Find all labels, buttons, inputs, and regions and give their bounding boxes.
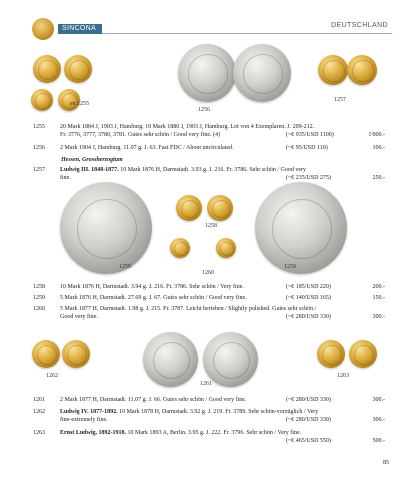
lot-entry: [33, 396, 385, 404]
brand-name: SINCONA: [62, 25, 96, 32]
lot-line: 10 Mark 1878 H, Darmstadt. 3.92 g. J. 219. Fr. 3789. Sehr schön-vorzüglich / Very: [117, 409, 319, 415]
lot-number: 1259: [33, 295, 45, 301]
lot-estimate: (~€ 185/USD 220): [286, 284, 331, 290]
lot-estimate: (~€ 280/USD 330): [286, 397, 331, 403]
ruler-name: Ludwig IV. 1877-1892.: [60, 409, 118, 415]
lot-description: [60, 305, 320, 321]
coin-label: 1257: [334, 97, 346, 103]
coin-image: [317, 340, 345, 368]
coin-image: [62, 340, 90, 368]
lot-estimate: (~€ 280/USD 330): [286, 417, 331, 423]
coin-image: [64, 55, 92, 83]
lot-description: [60, 123, 320, 139]
lot-price: 1'000.-: [368, 132, 385, 138]
lot-estimate: (~€ 140/USD 165): [286, 295, 331, 301]
lot-entry: [33, 429, 385, 445]
section-heading: Hessen, Grossherzogtum: [61, 157, 123, 163]
coin-image: [318, 55, 348, 85]
lot-line: 5 Mark 1877 H, Darmstadt. 1.98 g. J. 215. Fr. 3787. Leicht berieben / Slightly polished. Gutes sehr schön /: [60, 306, 317, 312]
lot-estimate: (~€ 280/USD 330): [286, 314, 331, 320]
coin-image: [170, 238, 190, 258]
lot-price: 500.-: [372, 438, 385, 444]
ruler-name: Ludwig III. 1848-1877.: [60, 167, 119, 173]
lot-number: 1255: [33, 124, 45, 130]
lot-entry: [33, 283, 385, 291]
lot-price: 150.-: [372, 295, 385, 301]
lot-price: 200.-: [372, 284, 385, 290]
coin-image: [349, 340, 377, 368]
coin-image: [207, 195, 233, 221]
lot-entry: [33, 123, 385, 139]
lot-number: 1257: [33, 167, 45, 173]
lot-line: 10 Mark 1893 A, Berlin. 3.95 g. J. 222. Fr. 3796. Sehr schön / Very fine.: [126, 430, 302, 436]
lot-estimate: (~€ 95/USD 110): [286, 145, 328, 151]
lot-estimate: (~€ 235/USD 275): [286, 175, 331, 181]
lot-description: 10 Mark 1876 H, Darmstadt. 3.94 g. J. 216. Fr. 3786. Sehr schön / Very fine.: [60, 284, 244, 290]
coin-image: [33, 55, 61, 83]
lot-price: 300.-: [372, 314, 385, 320]
coin-image: [203, 332, 258, 387]
lot-description: 5 Mark 1876 H, Darmstadt. 27.69 g. J. 67. Gutes sehr schön / Good very fine.: [60, 295, 247, 301]
coin-label: 1261: [200, 381, 212, 387]
coin-image: [216, 238, 236, 258]
coin-label: 1262: [46, 373, 58, 379]
ruler-name: Ernst Ludwig, 1892-1918.: [60, 430, 127, 436]
lot-number: 1261: [33, 397, 45, 403]
coin-label: 1260: [202, 270, 214, 276]
coin-image: [233, 44, 291, 102]
lot-line: 10 Mark 1876 H, Darmstadt. 3.93 g. J. 216. Fr. 3786. Sehr schön / Good very: [118, 167, 307, 173]
coin-label: 1258: [205, 223, 217, 229]
lot-number: 1260: [33, 306, 45, 312]
coin-image: [31, 89, 53, 111]
lot-entry: [33, 294, 385, 302]
lot-line: Good very fine.: [60, 314, 98, 320]
coin-image: [176, 195, 202, 221]
lot-line: fine.: [60, 175, 71, 181]
lot-description: 2 Mark 1904 J, Hamburg. 11.07 g. J. 63. Fast FDC / About uncirculated.: [60, 145, 234, 151]
lot-description: [60, 408, 320, 424]
lot-entry: [33, 408, 385, 424]
lot-estimate: (~€ 935/USD 1100): [286, 132, 334, 138]
coin-image: [60, 182, 152, 274]
coin-image: [58, 89, 80, 111]
lot-line: Fr. 3776, 3777, 3780, 3781. Gutes sehr schön / Good very fine. (4): [60, 132, 220, 138]
country-title: DEUTSCHLAND: [331, 22, 388, 29]
lot-entry: [33, 144, 385, 152]
lot-description: [60, 166, 320, 182]
lot-number: 1263: [33, 430, 45, 436]
coin-image: [347, 55, 377, 85]
lot-line: fine-extremely fine.: [60, 417, 108, 423]
coin-image: [143, 332, 198, 387]
coin-image: [32, 340, 60, 368]
coin-label: 1263: [337, 373, 349, 379]
lot-estimate: (~€ 465/USD 550): [286, 438, 331, 444]
coin-image: [178, 44, 236, 102]
lot-price: 250.-: [372, 175, 385, 181]
lot-entry: [33, 305, 385, 321]
lot-entry: [33, 166, 385, 182]
brand-bar: [58, 24, 102, 34]
coin-label: 1256: [198, 107, 210, 113]
header-rule: [102, 33, 392, 34]
lot-number: 1258: [33, 284, 45, 290]
coin-label: 1259: [284, 264, 296, 270]
lot-price: 300.-: [372, 397, 385, 403]
lot-number: 1262: [33, 409, 45, 415]
sincona-logo-icon: [32, 18, 54, 40]
lot-price: 100.-: [372, 145, 385, 151]
lot-price: 300.-: [372, 417, 385, 423]
lot-number: 1256: [33, 145, 45, 151]
coin-image: [255, 182, 347, 274]
coin-label: ex 1255: [70, 101, 90, 107]
lot-line: 20 Mark 1884 J, 1903 J, Hamburg. 10 Mark 1880 J, 1903 J, Hamburg. Lot von 4 Exemplaren. J. 209-212.: [60, 124, 315, 130]
lot-description: [60, 429, 320, 437]
coin-label: 1259: [119, 264, 131, 270]
page-number: 85: [383, 460, 389, 466]
page-header: [0, 0, 418, 44]
lot-description: 2 Mark 1877 H, Darmstadt. 11.07 g. J. 66. Gutes sehr schön / Good very fine.: [60, 397, 247, 403]
